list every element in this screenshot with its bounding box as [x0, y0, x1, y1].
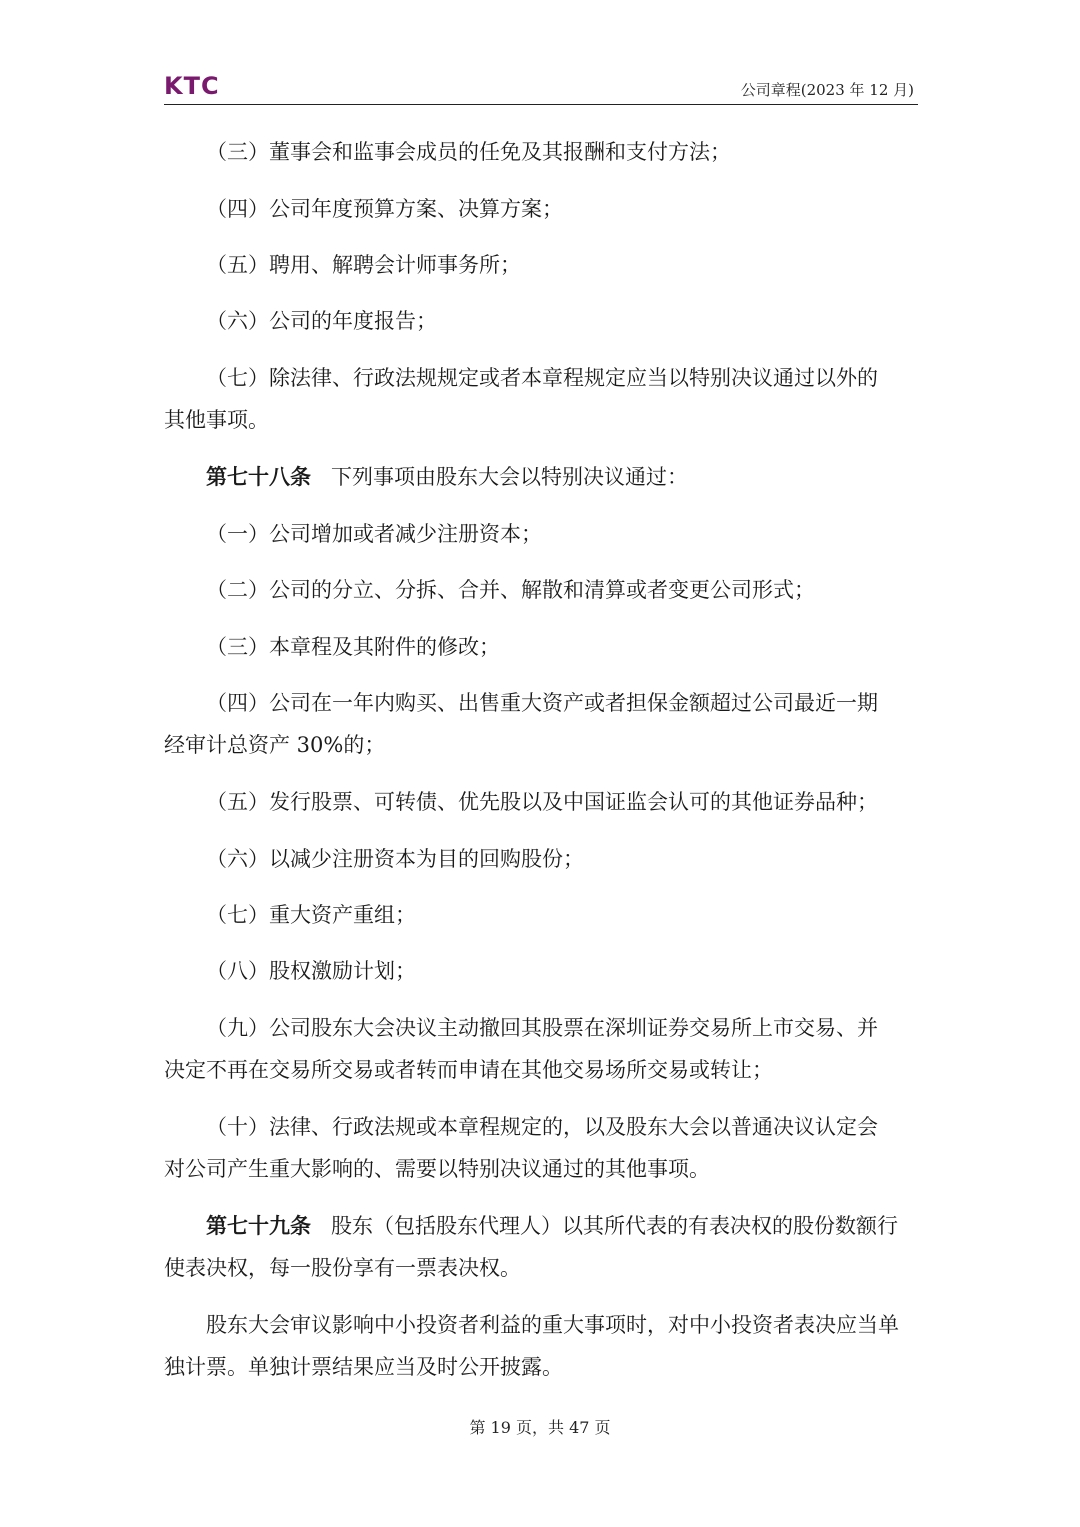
page-header — [164, 70, 918, 105]
article-number: 第七十九条 — [206, 1213, 311, 1238]
article-text: 股东（包括股东代理人）以其所代表的有表决权的股份数额行 — [331, 1214, 898, 1238]
list-item: （九）公司股东大会决议主动撤回其股票在深圳证券交易所上市交易、并 决定不再在交易所交易或者转而申请在其他交易场所交易或转让； — [164, 1016, 878, 1082]
company-logo: KTC — [164, 72, 220, 100]
article-78-heading — [164, 456, 918, 498]
list-item: （一）公司增加或者减少注册资本； — [206, 522, 542, 546]
list-item: （八）股权激励计划； — [206, 959, 416, 983]
document-title: 公司章程(2023 年 12 月) — [740, 81, 914, 99]
body-paragraph: 股东大会审议影响中小投资者利益的重大事项时，对中小投资者表决应当单 独计票。单独计票结果应当及时公开披露。 — [164, 1313, 899, 1379]
article-number: 第七十八条 — [206, 464, 311, 489]
list-item: （四）公司年度预算方案、决算方案； — [206, 197, 563, 221]
page-number: 第 19 页，共 47 页 — [469, 1418, 611, 1437]
article-79 — [164, 1205, 918, 1289]
list-item: （七）除法律、行政法规规定或者本章程规定应当以特别决议通过以外的 其他事项。 — [164, 366, 878, 432]
article-text-cont: 使表决权，每一股份享有一票表决权。 — [164, 1256, 521, 1280]
list-item: （六）公司的年度报告； — [206, 309, 437, 333]
list-item: （五）聘用、解聘会计师事务所； — [206, 253, 521, 277]
article-text: 下列事项由股东大会以特别决议通过： — [331, 465, 688, 489]
list-item: （四）公司在一年内购买、出售重大资产或者担保金额超过公司最近一期 经审计总资产 30%的； — [164, 691, 878, 757]
list-item: （六）以减少注册资本为目的回购股份； — [206, 847, 584, 871]
list-item: （三）董事会和监事会成员的任免及其报酬和支付方法； — [206, 140, 731, 164]
list-item: （十）法律、行政法规或本章程规定的，以及股东大会以普通决议认定会 对公司产生重大影响的、需要以特别决议通过的其他事项。 — [164, 1115, 878, 1181]
list-item: （三）本章程及其附件的修改； — [206, 635, 500, 659]
list-item: （七）重大资产重组； — [206, 903, 416, 927]
list-item: （五）发行股票、可转债、优先股以及中国证监会认可的其他证券品种； — [206, 790, 878, 814]
list-item: （二）公司的分立、分拆、合并、解散和清算或者变更公司形式； — [206, 578, 815, 602]
